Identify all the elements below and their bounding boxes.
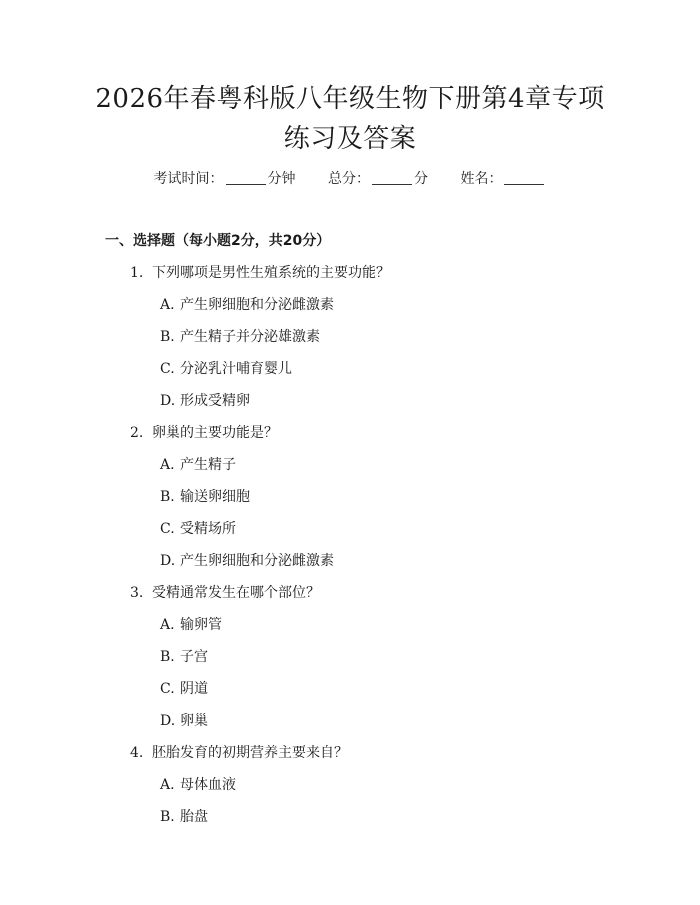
question-text: 下列哪项是男性生殖系统的主要功能？ [152,265,390,281]
name-blank[interactable] [504,170,544,185]
option-text: 输卵管 [180,617,222,633]
option-text: 产生精子并分泌雄激素 [180,329,320,345]
question-4 [130,742,348,762]
option-text: 子宫 [180,649,208,665]
question-text: 卵巢的主要功能是？ [152,425,278,441]
option-3d[interactable] [160,710,208,730]
total-score-label: 总分： [328,171,370,187]
option-letter: A. [160,297,175,313]
option-letter: A. [160,617,175,633]
option-letter: A. [160,777,175,793]
exam-info [0,168,700,188]
question-3 [130,582,320,602]
option-text: 阴道 [180,681,208,697]
section-title-multiple-choice: 一、选择题（每小题2分，共20分） [105,233,331,249]
total-score-field [328,168,428,188]
option-letter: D. [160,393,176,409]
exam-time-field [154,168,296,188]
option-1a[interactable] [160,294,334,314]
question-text: 胚胎发育的初期营养主要来自？ [152,745,348,761]
option-2d[interactable] [160,550,334,570]
name-field [460,168,546,188]
option-3a[interactable] [160,614,222,634]
option-text: 形成受精卵 [180,393,250,409]
option-1b[interactable] [160,326,320,346]
option-letter: B. [160,649,175,665]
option-2a[interactable] [160,454,236,474]
option-text: 母体血液 [180,777,236,793]
question-number: 4. [130,745,144,761]
option-1c[interactable] [160,358,292,378]
exam-time-blank[interactable] [226,170,266,185]
option-text: 卵巢 [180,713,208,729]
exam-time-unit: 分钟 [267,171,296,187]
option-letter: C. [160,521,175,537]
option-letter: B. [160,489,175,505]
option-text: 输送卵细胞 [180,489,250,505]
option-letter: B. [160,809,175,825]
option-3b[interactable] [160,646,208,666]
option-text: 分泌乳汁哺育婴儿 [180,361,292,377]
page-title-line-2: 练习及答案 [283,124,417,154]
question-2 [130,422,278,442]
option-text: 产生精子 [180,457,236,473]
option-text: 产生卵细胞和分泌雌激素 [180,553,334,569]
option-letter: D. [160,713,176,729]
option-1d[interactable] [160,390,250,410]
option-letter: C. [160,681,175,697]
name-label: 姓名： [460,171,503,187]
total-score-blank[interactable] [372,170,412,185]
question-number: 3. [130,585,144,601]
option-text: 胎盘 [180,809,208,825]
option-2c[interactable] [160,518,236,538]
option-2b[interactable] [160,486,250,506]
total-score-unit: 分 [414,171,428,187]
question-1 [130,262,390,282]
option-letter: C. [160,361,175,377]
option-text: 受精场所 [180,521,236,537]
option-letter: D. [160,553,176,569]
question-number: 1. [130,265,144,281]
option-4a[interactable] [160,774,236,794]
question-number: 2. [130,425,144,441]
option-letter: A. [160,457,175,473]
option-letter: B. [160,329,175,345]
question-text: 受精通常发生在哪个部位？ [152,585,320,601]
exam-time-label: 考试时间： [153,171,224,187]
option-3c[interactable] [160,678,208,698]
page-title-line-1: 2026年春粤科版八年级生物下册第4章专项 [95,84,605,114]
option-text: 产生卵细胞和分泌雌激素 [180,297,334,313]
option-4b[interactable] [160,806,208,826]
